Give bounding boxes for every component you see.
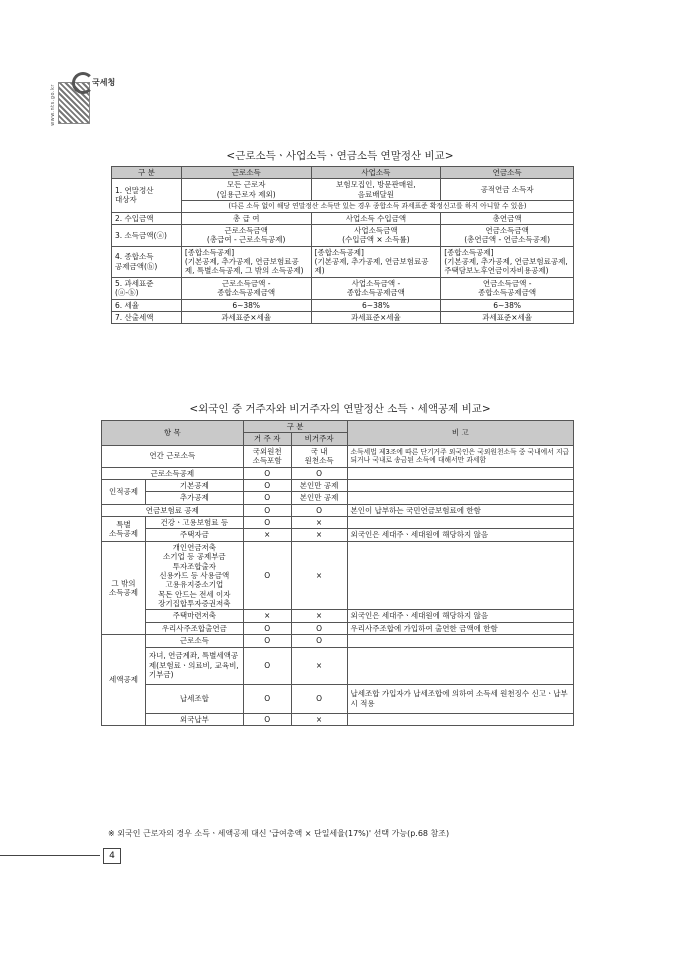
cell: O [243, 467, 291, 479]
note-cell: 외국인은 세대주ㆍ세대원에 해당하지 않음 [347, 610, 573, 622]
header-resident: 거 주 자 [243, 433, 291, 445]
table-row [112, 299, 574, 311]
cell: 과세표준×세율 [441, 311, 574, 323]
cell: 공적연금 소득자 [441, 179, 574, 201]
note-cell [347, 713, 573, 725]
table-row [112, 179, 574, 201]
cell: [종합소득공제] (기본공제, 추가공제, 연금보험료공제, 주택담보노후연금이자비용공제) [441, 246, 574, 277]
table-row [102, 492, 574, 504]
table2-title: <외국인 중 거주자와 비거주자의 연말정산 소득ㆍ세액공제 비교> [189, 403, 491, 415]
cell: O [291, 684, 347, 713]
note-cell: 납세조합 가입자가 납세조합에 의하여 소득세 원천징수 신고ㆍ납부시 적용 [347, 684, 573, 713]
cell: 연금소득금액 - 종합소득공제금액 [441, 277, 574, 299]
cell: O [291, 504, 347, 516]
cell: 근로소득금액 (총급여 - 근로소득공제) [181, 224, 311, 246]
table-row [102, 635, 574, 647]
page-rule [0, 855, 100, 856]
group-label: 특별 소득공제 [102, 517, 146, 542]
item-cell: 우리사주조합출연금 [145, 622, 243, 634]
table-row [112, 212, 574, 224]
item-cell: 주택마련저축 [145, 610, 243, 622]
note-cell [347, 541, 573, 610]
table-header-row [102, 421, 574, 433]
cell: O [243, 492, 291, 504]
cell: O [291, 467, 347, 479]
item-cell: 주택자금 [145, 529, 243, 541]
cell: O [243, 517, 291, 529]
note-cell [347, 517, 573, 529]
cell: × [291, 541, 347, 610]
cell: [종합소득공제] (기본공제, 추가공제, 연금보험료공제, 특별소득공제, 그 밖의 소득공제) [181, 246, 311, 277]
table-row [102, 610, 574, 622]
group-label: 그 밖의 소득공제 [102, 541, 146, 634]
cell: 본인만 공제 [291, 479, 347, 491]
cell: × [291, 647, 347, 684]
item-cell: 납세조합 [145, 684, 243, 713]
row-label: 3. 소득금액(ⓐ) [112, 224, 182, 246]
group-label: 세액공제 [102, 635, 146, 726]
note-cell: 외국인은 세대주ㆍ세대원에 해당하지 않음 [347, 529, 573, 541]
item-cell: 외국납부 [145, 713, 243, 725]
cell: 보험모집인, 방문판매원, 음료배달원 [311, 179, 441, 201]
footnote: ※ 외국인 근로자의 경우 소득ㆍ세액공제 대신 '급여총액 × 단일세율(17%)' 선택 가능(p.68 참조) [108, 829, 450, 838]
cell: 사업소득금액 (수입금액 × 소득률) [311, 224, 441, 246]
cell: 사업소득금액 - 종합소득공제금액 [311, 277, 441, 299]
table-row [102, 445, 574, 467]
table-row [112, 224, 574, 246]
cell: O [243, 622, 291, 634]
page-number: 4 [103, 848, 121, 864]
item-cell: 연금보험료 공제 [102, 504, 244, 516]
cell: 6~38% [311, 299, 441, 311]
cell: 사업소득 수입금액 [311, 212, 441, 224]
row-label: 6. 세율 [112, 299, 182, 311]
note-cell [347, 635, 573, 647]
table-row [102, 479, 574, 491]
nts-logo [50, 72, 148, 132]
table-row [102, 647, 574, 684]
foreigner-comparison-table [101, 420, 574, 726]
cell: O [243, 713, 291, 725]
cell: 6~38% [181, 299, 311, 311]
cell: 근로소득금액 - 종합소득공제금액 [181, 277, 311, 299]
header-item: 항 목 [102, 421, 244, 446]
table-header-row [112, 167, 574, 179]
cell: 6~38% [441, 299, 574, 311]
cell: O [243, 541, 291, 610]
table-row [102, 684, 574, 713]
cell: O [243, 684, 291, 713]
note-cell: 소득세법 제3조에 따른 단기거주 외국인은 국외원천소득 중 국내에서 지급되거나 국내로 송금된 소득에 대해서만 과세함 [347, 445, 573, 467]
table-row [102, 541, 574, 610]
item-cell: 근로소득공제 [102, 467, 244, 479]
cell: 국외원천 소득포함 [243, 445, 291, 467]
row-label: 5. 과세표준 (ⓐ-ⓑ) [112, 277, 182, 299]
table-row [112, 277, 574, 299]
cell: 과세표준×세율 [181, 311, 311, 323]
item-cell: 건강ㆍ고용보험료 등 [145, 517, 243, 529]
header-note: 비 고 [347, 421, 573, 446]
table-row [112, 311, 574, 323]
cell: × [291, 610, 347, 622]
row-label: 4. 종합소득 공제금액(ⓑ) [112, 246, 182, 277]
income-comparison-table [111, 166, 574, 324]
table-row [112, 246, 574, 277]
header-cell: 구 분 [112, 167, 182, 179]
cell: O [291, 635, 347, 647]
cell: 모든 근로자 (일용근로자 제외) [181, 179, 311, 201]
header-cell: 연금소득 [441, 167, 574, 179]
cell: O [243, 647, 291, 684]
item-cell: 개인연금저축 소기업 등 공제부금 투자조합출자 신용카드 등 사용금액 고용유지중소기업 목돈 안드는 전세 이자 장기집합투자증권저축 [145, 541, 243, 610]
cell: O [243, 635, 291, 647]
item-cell: 연간 근로소득 [102, 445, 244, 467]
cell: 총 급 여 [181, 212, 311, 224]
table-row [102, 622, 574, 634]
row-label: 2. 수입금액 [112, 212, 182, 224]
header-cell: 근로소득 [181, 167, 311, 179]
item-cell: 근로소득 [145, 635, 243, 647]
cell: × [291, 517, 347, 529]
logo-side-text: www.nts.go.kr [50, 84, 56, 126]
note-cell: 본인이 납부하는 국민연금보험료에 한함 [347, 504, 573, 516]
cell: × [291, 529, 347, 541]
cell: 본인만 공제 [291, 492, 347, 504]
note-cell [347, 479, 573, 491]
cell: × [291, 713, 347, 725]
item-cell: 기본공제 [145, 479, 243, 491]
cell: 국 내 원천소득 [291, 445, 347, 467]
cell: × [243, 610, 291, 622]
item-cell: 자녀, 연금계좌, 특별세액공제(보험료ㆍ의료비, 교육비, 기부금) [145, 647, 243, 684]
cell: 연금소득금액 (총연금액 - 연금소득공제) [441, 224, 574, 246]
logo-text: 국세청 [92, 78, 116, 87]
table-row [102, 529, 574, 541]
note-cell: (다른 소득 없이 해당 연말정산 소득만 있는 경우 종합소득 과세표준 확정신고를 하지 아니할 수 있음) [181, 201, 573, 212]
table-row [102, 467, 574, 479]
table1-title: <근로소득ㆍ사업소득ㆍ연금소득 연말정산 비교> [226, 150, 454, 162]
table-row [112, 201, 574, 212]
note-cell [347, 647, 573, 684]
cell: O [243, 504, 291, 516]
header-nonresident: 비거주자 [291, 433, 347, 445]
note-cell: 우리사주조합에 가입하여 출연한 금액에 한함 [347, 622, 573, 634]
header-group: 구 분 [243, 421, 347, 433]
cell: 과세표준×세율 [311, 311, 441, 323]
item-cell: 추가공제 [145, 492, 243, 504]
cell: × [243, 529, 291, 541]
table-row [102, 504, 574, 516]
note-cell [347, 467, 573, 479]
header-cell: 사업소득 [311, 167, 441, 179]
table-row [102, 713, 574, 725]
cell: O [243, 479, 291, 491]
cell: O [291, 622, 347, 634]
cell: [종합소득공제] (기본공제, 추가공제, 연금보험료공제) [311, 246, 441, 277]
row-label: 1. 연말정산 대상자 [112, 179, 182, 212]
group-label: 인적공제 [102, 479, 146, 504]
cell: 총연금액 [441, 212, 574, 224]
note-cell [347, 492, 573, 504]
table-row [102, 517, 574, 529]
logo-emblem-icon [72, 72, 94, 94]
row-label: 7. 산출세액 [112, 311, 182, 323]
